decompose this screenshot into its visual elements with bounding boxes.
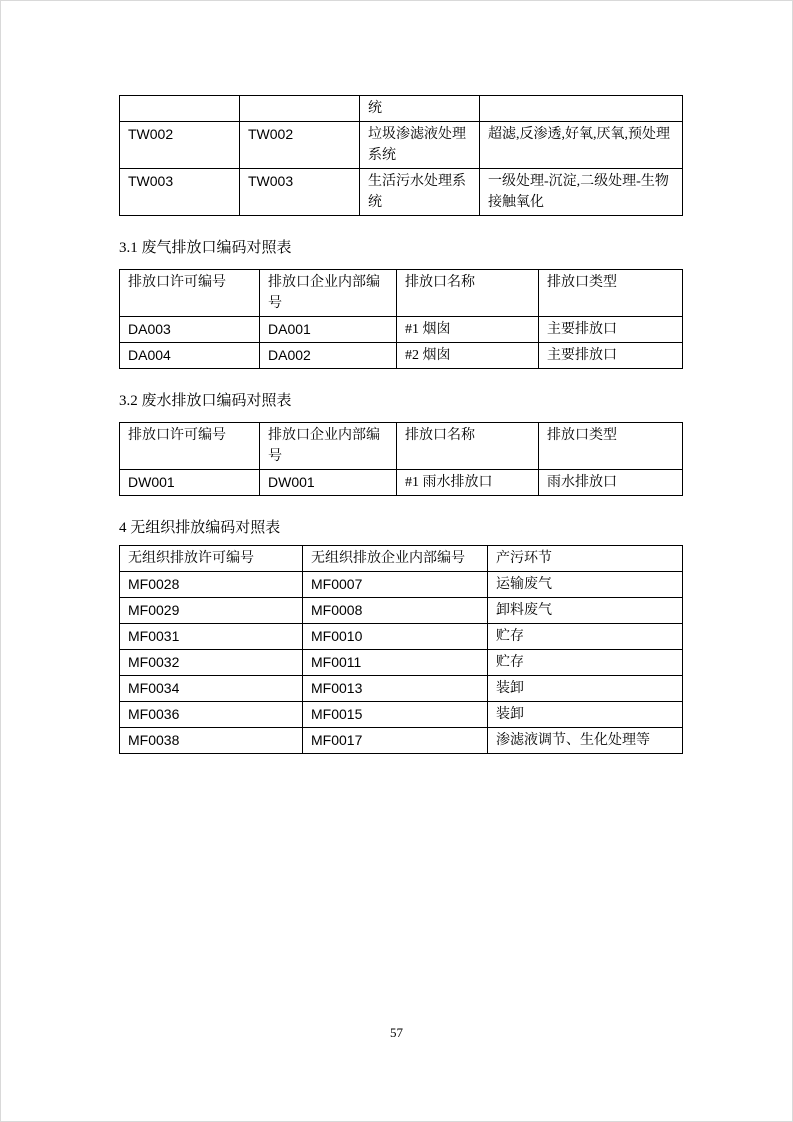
table-cell: MF0031: [120, 624, 303, 650]
table-cell: DW001: [260, 470, 397, 496]
header-cell: 无组织排放许可编号: [120, 546, 303, 572]
table-cell: MF0007: [303, 572, 488, 598]
table-cell: 一级处理-沉淀,二级处理-生物接触氧化: [480, 169, 683, 216]
header-cell: 排放口类型: [539, 270, 683, 317]
header-cell: 排放口许可编号: [120, 423, 260, 470]
header-cell: 产污环节: [488, 546, 683, 572]
table-cell: #1 雨水排放口: [397, 470, 539, 496]
section-heading-4: 4 无组织排放编码对照表: [119, 520, 281, 536]
table-cell: MF0028: [120, 572, 303, 598]
table-cell: 贮存: [488, 624, 683, 650]
table-row: [120, 470, 683, 496]
table-cell: DA001: [260, 317, 397, 343]
table-cell: 卸料废气: [488, 598, 683, 624]
table-cell: 渗滤液调节、生化处理等: [488, 728, 683, 754]
table-cell: MF0017: [303, 728, 488, 754]
header-cell: 无组织排放企业内部编号: [303, 546, 488, 572]
table-cell: 统: [360, 96, 480, 122]
table-cell: DA003: [120, 317, 260, 343]
table-cell: MF0038: [120, 728, 303, 754]
header-cell: 排放口类型: [539, 423, 683, 470]
table-row: [120, 122, 683, 169]
table-cell: MF0032: [120, 650, 303, 676]
table-cell: 装卸: [488, 702, 683, 728]
table-cell: MF0013: [303, 676, 488, 702]
table-cell: 贮存: [488, 650, 683, 676]
table-cell: MF0029: [120, 598, 303, 624]
table-cell: 运输废气: [488, 572, 683, 598]
table-cell: #1 烟囱: [397, 317, 539, 343]
table-cell: 垃圾渗滤液处理系统: [360, 122, 480, 169]
table-cell: #2 烟囱: [397, 343, 539, 369]
table-cell: MF0011: [303, 650, 488, 676]
table-cell: TW003: [240, 169, 360, 216]
header-cell: 排放口许可编号: [120, 270, 260, 317]
section-heading-3-2: 3.2 废水排放口编码对照表: [119, 393, 292, 409]
table-cell: MF0036: [120, 702, 303, 728]
table-cell: MF0010: [303, 624, 488, 650]
table-cell: 超滤,反渗透,好氧,厌氧,预处理: [480, 122, 683, 169]
table-header-row: [120, 546, 683, 572]
header-cell: 排放口企业内部编号: [260, 270, 397, 317]
table-row: [120, 702, 683, 728]
header-cell: 排放口名称: [397, 270, 539, 317]
table-cell: DA004: [120, 343, 260, 369]
table-cell: [120, 96, 240, 122]
table-cell: MF0008: [303, 598, 488, 624]
table-cell: 主要排放口: [539, 343, 683, 369]
table-cell: [480, 96, 683, 122]
table-cell: MF0034: [120, 676, 303, 702]
table-row: [120, 317, 683, 343]
table-cell: TW003: [120, 169, 240, 216]
table-row: [120, 676, 683, 702]
table-cell: 主要排放口: [539, 317, 683, 343]
table-row: [120, 650, 683, 676]
table-row: [120, 343, 683, 369]
page-number: 57: [390, 1025, 403, 1040]
table-row: [120, 96, 683, 122]
table-cell: MF0015: [303, 702, 488, 728]
treatment-units-table-continued: [119, 95, 683, 216]
section-heading-3-1: 3.1 废气排放口编码对照表: [119, 240, 292, 256]
table-cell: 雨水排放口: [539, 470, 683, 496]
header-cell: 排放口名称: [397, 423, 539, 470]
table-cell: 生活污水处理系统: [360, 169, 480, 216]
table-header-row: [120, 423, 683, 470]
table-row: [120, 572, 683, 598]
table-row: [120, 624, 683, 650]
table-cell: TW002: [240, 122, 360, 169]
table-cell: DA002: [260, 343, 397, 369]
table-row: [120, 728, 683, 754]
table-cell: TW002: [120, 122, 240, 169]
table-row: [120, 169, 683, 216]
fugitive-emission-table: [119, 545, 683, 754]
table-row: [120, 598, 683, 624]
table-cell: 装卸: [488, 676, 683, 702]
header-cell: 排放口企业内部编号: [260, 423, 397, 470]
table-header-row: [120, 270, 683, 317]
table-cell: DW001: [120, 470, 260, 496]
waste-water-outlet-table: [119, 422, 683, 496]
waste-gas-outlet-table: [119, 269, 683, 369]
table-cell: [240, 96, 360, 122]
